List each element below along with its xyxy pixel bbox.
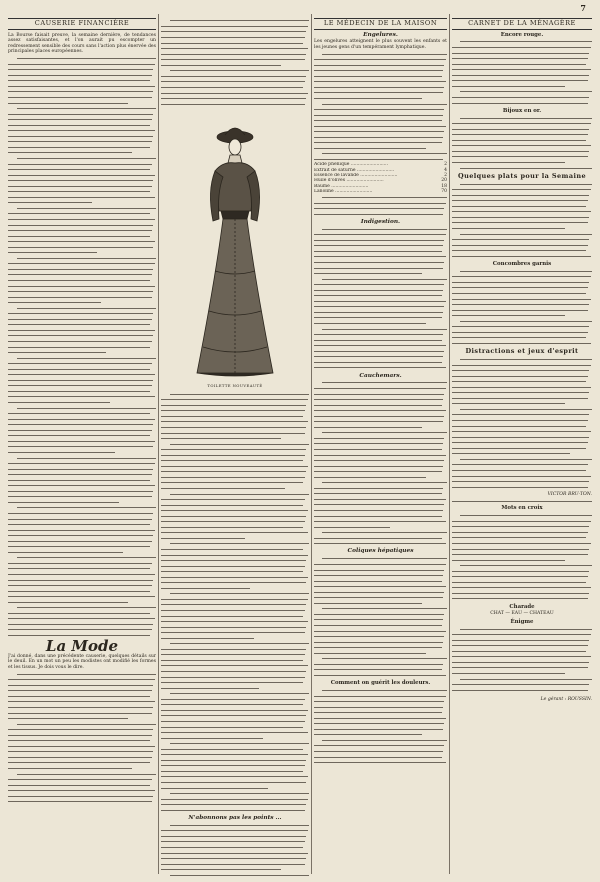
text-line	[8, 799, 156, 805]
text-line	[161, 101, 309, 107]
finance-intro: La Bourse faisait preuve, la semaine dernière, de tendances assez satisfaisantes, et l'on aurait pu escompter un redressement sensible des cours sans l'action plus énervée des principales places européennes.	[8, 32, 156, 55]
engelures-title: Engelures.	[363, 31, 398, 38]
column-mode	[161, 18, 309, 876]
distractions-title: Distractions et jeux d'esprit	[465, 347, 579, 356]
rouge-body	[452, 39, 592, 106]
indigestion-body	[314, 226, 447, 370]
charade-words: CHAT — EAU — CHATEAU	[490, 611, 554, 617]
plats-title: Quelques plats pour la Semaine	[458, 171, 586, 180]
text-line	[314, 541, 447, 547]
distractions-body	[452, 357, 592, 490]
illustration-caption: TOILETTE NOUVEAUTÉ	[207, 382, 263, 388]
ingredient-name: Acide phénique ..........................	[314, 162, 389, 168]
enigme-title: Énigme	[510, 618, 534, 625]
text-line	[314, 211, 447, 217]
finance-body	[8, 56, 156, 638]
concombres-title: Concombres garnis	[492, 260, 552, 267]
douleurs-title: Comment on guérit les douleurs.	[330, 680, 431, 687]
gerant-line: Le gérant : ROUSSIN.	[540, 696, 592, 702]
coliques-title: Coliques hépatiques	[347, 548, 414, 555]
ingredient-qty: 20	[441, 178, 447, 184]
text-line	[452, 687, 592, 693]
enigme-body	[452, 626, 592, 693]
ingredient-qty: 2	[444, 172, 447, 178]
column-medecin	[314, 18, 447, 876]
engelures-body	[314, 51, 447, 162]
column-finance	[8, 18, 156, 876]
mode-body-3	[161, 822, 309, 876]
mots-croix-body	[452, 513, 592, 602]
text-line	[452, 484, 592, 490]
mode-intro: J'ai donné, dans une précédente causerie, quelques détails sur le deuil. En un mot un peu les modistes ont modifié les formes et les tissus. Je dois vous le dire.	[8, 653, 156, 670]
ingredient-name: Huile d'olives ..........................	[314, 178, 384, 184]
text-line	[314, 365, 447, 371]
medecin-header: LE MÉDECIN DE LA MAISON	[314, 18, 447, 30]
ingredient-name: Lanoline ..........................	[314, 189, 373, 195]
bijoux-title: Bijoux en or.	[502, 107, 542, 114]
text-line	[452, 341, 592, 347]
mode-body	[8, 671, 156, 804]
ingredients-table	[314, 162, 447, 194]
plats-menu	[452, 181, 592, 259]
column-menagere	[452, 18, 592, 876]
column-rule	[158, 14, 159, 874]
cauchemars-body	[314, 380, 447, 546]
text-line	[314, 673, 447, 679]
finance-header: CAUSERIE FINANCIÈRE	[8, 18, 156, 30]
engelures-intro: Les engelures atteignent le plus souvent les enfants et les jeunes gens d'un tempérament lymphatique.	[314, 39, 447, 50]
text-line	[452, 100, 592, 106]
column-rule	[311, 14, 312, 874]
bijoux-body	[452, 115, 592, 170]
rouge-title: Encore rouge.	[500, 31, 544, 38]
page-number: 7	[580, 3, 586, 13]
text-line	[161, 807, 309, 813]
douleurs-body	[314, 688, 447, 766]
menagere-header: CARNET DE LA MÉNAGÈRE	[452, 18, 592, 30]
coliques-body	[314, 556, 447, 678]
ingredient-qty: 70	[441, 189, 447, 195]
column-rule	[449, 14, 450, 874]
text-line	[314, 760, 447, 766]
text-line	[452, 165, 592, 171]
ingredient-name: Essence de lavande ..........................	[314, 172, 398, 178]
ingredient-qty: 18	[441, 183, 447, 189]
text-line	[452, 253, 592, 259]
ingredient-qty: 2	[444, 162, 447, 168]
ingredient-name: Baume ..........................	[314, 183, 369, 189]
mode-body-cont	[161, 18, 309, 107]
engelures-body-2	[314, 195, 447, 217]
text-line	[452, 596, 592, 602]
mode-sub-heading: N'abonnons pas les points ...	[188, 814, 282, 821]
ingredient-qty: 4	[444, 167, 447, 173]
cauchemars-title: Cauchemars.	[359, 372, 402, 379]
indigestion-title: Indigestion.	[360, 218, 401, 225]
mode-title: La Mode	[45, 637, 119, 656]
mots-croix-title: Mots en croix	[501, 505, 543, 512]
signature: VICTOR BRU-TON.	[547, 491, 592, 497]
charade-title: Charade	[509, 603, 535, 610]
mode-body-2	[161, 391, 309, 813]
text-line	[161, 872, 309, 876]
ingredient-name: Extrait de saturne ..........................	[314, 167, 395, 173]
concombres-body	[452, 268, 592, 346]
dress-illustration	[185, 111, 285, 381]
divider	[452, 501, 592, 502]
